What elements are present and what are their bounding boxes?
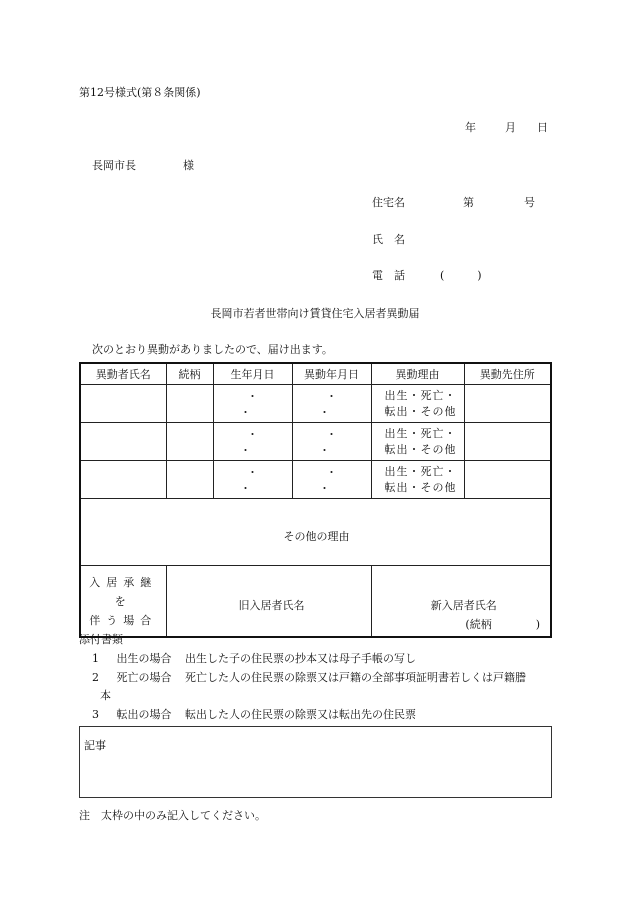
new-resident-label: 新入居者氏名: [430, 599, 497, 612]
name-label: 氏 名: [372, 233, 405, 246]
cell-reason[interactable]: 出生・死亡・ 転出・その他: [371, 461, 464, 499]
notes-label: 記事: [84, 739, 106, 752]
notes-box[interactable]: [79, 726, 552, 798]
table-row: [80, 461, 551, 499]
phone-label: 電 話: [372, 269, 405, 282]
old-resident-label: 旧入居者氏名: [238, 599, 305, 612]
cell-new-address[interactable]: [464, 385, 551, 423]
attachment-item-1: 1 出生の場合 出生した子の住民票の抄本又は母子手帳の写し: [92, 652, 416, 665]
header-new-address: 異動先住所: [464, 363, 551, 385]
header-name: 異動者氏名: [80, 363, 166, 385]
succession-row: [80, 566, 551, 638]
header-birthdate: 生年月日: [213, 363, 292, 385]
cell-relationship[interactable]: [166, 423, 213, 461]
date-day: 日: [537, 121, 548, 134]
new-resident-cell[interactable]: [371, 566, 551, 638]
table-header-row: [80, 363, 551, 385]
cell-change-date[interactable]: ・ ・: [292, 385, 371, 423]
cell-birthdate[interactable]: ・ ・: [213, 423, 292, 461]
cell-name[interactable]: [80, 461, 166, 499]
cell-relationship[interactable]: [166, 385, 213, 423]
cell-new-address[interactable]: [464, 423, 551, 461]
cell-change-date[interactable]: ・ ・: [292, 461, 371, 499]
form-number: 第12号様式(第８条関係): [79, 86, 201, 99]
attachment-item-2-continuation: 本: [100, 689, 111, 702]
attachments-heading: 添付書類: [79, 633, 123, 646]
cell-change-date[interactable]: ・ ・: [292, 423, 371, 461]
cell-reason[interactable]: 出生・死亡・ 転出・その他: [371, 423, 464, 461]
succession-label: 入居承継を 伴う場合: [80, 566, 166, 638]
intro-text: 次のとおり異動がありましたので、届け出ます。: [92, 343, 333, 356]
cell-relationship[interactable]: [166, 461, 213, 499]
cell-reason[interactable]: 出生・死亡・ 転出・その他: [371, 385, 464, 423]
table-row: [80, 423, 551, 461]
relationship-label: (続柄 ): [465, 618, 540, 631]
header-reason: 異動理由: [371, 363, 464, 385]
other-reason-row: [80, 499, 551, 566]
document-title: 長岡市若者世帯向け賃貸住宅入居者異動届: [210, 307, 420, 320]
addressee-suffix: 様: [183, 159, 194, 172]
change-table: [79, 362, 552, 638]
header-change-date: 異動年月日: [292, 363, 371, 385]
table-row: [80, 385, 551, 423]
phone-paren: ( ): [440, 269, 482, 282]
other-reason-cell[interactable]: [80, 499, 551, 566]
addressee-name: 長岡市長: [92, 159, 136, 172]
header-relationship: 続柄: [166, 363, 213, 385]
date-year: 年: [465, 121, 476, 134]
cell-birthdate[interactable]: ・ ・: [213, 385, 292, 423]
attachment-item-2: 2 死亡の場合 死亡した人の住民票の除票又は戸籍の全部事項証明書若しくは戸籍謄: [92, 671, 526, 684]
other-reason-label: その他の理由: [283, 530, 350, 543]
cell-name[interactable]: [80, 423, 166, 461]
cell-new-address[interactable]: [464, 461, 551, 499]
footnote: 注 太枠の中のみ記入してください。: [79, 809, 266, 822]
cell-birthdate[interactable]: ・ ・: [213, 461, 292, 499]
attachment-item-3: 3 転出の場合 転出した人の住民票の除票又は転出先の住民票: [92, 708, 416, 721]
house-number-prefix: 第: [463, 196, 474, 209]
date-month: 月: [505, 121, 516, 134]
house-label: 住宅名: [372, 196, 405, 209]
old-resident-cell[interactable]: [166, 566, 371, 638]
house-number-suffix: 号: [524, 196, 535, 209]
cell-name[interactable]: [80, 385, 166, 423]
